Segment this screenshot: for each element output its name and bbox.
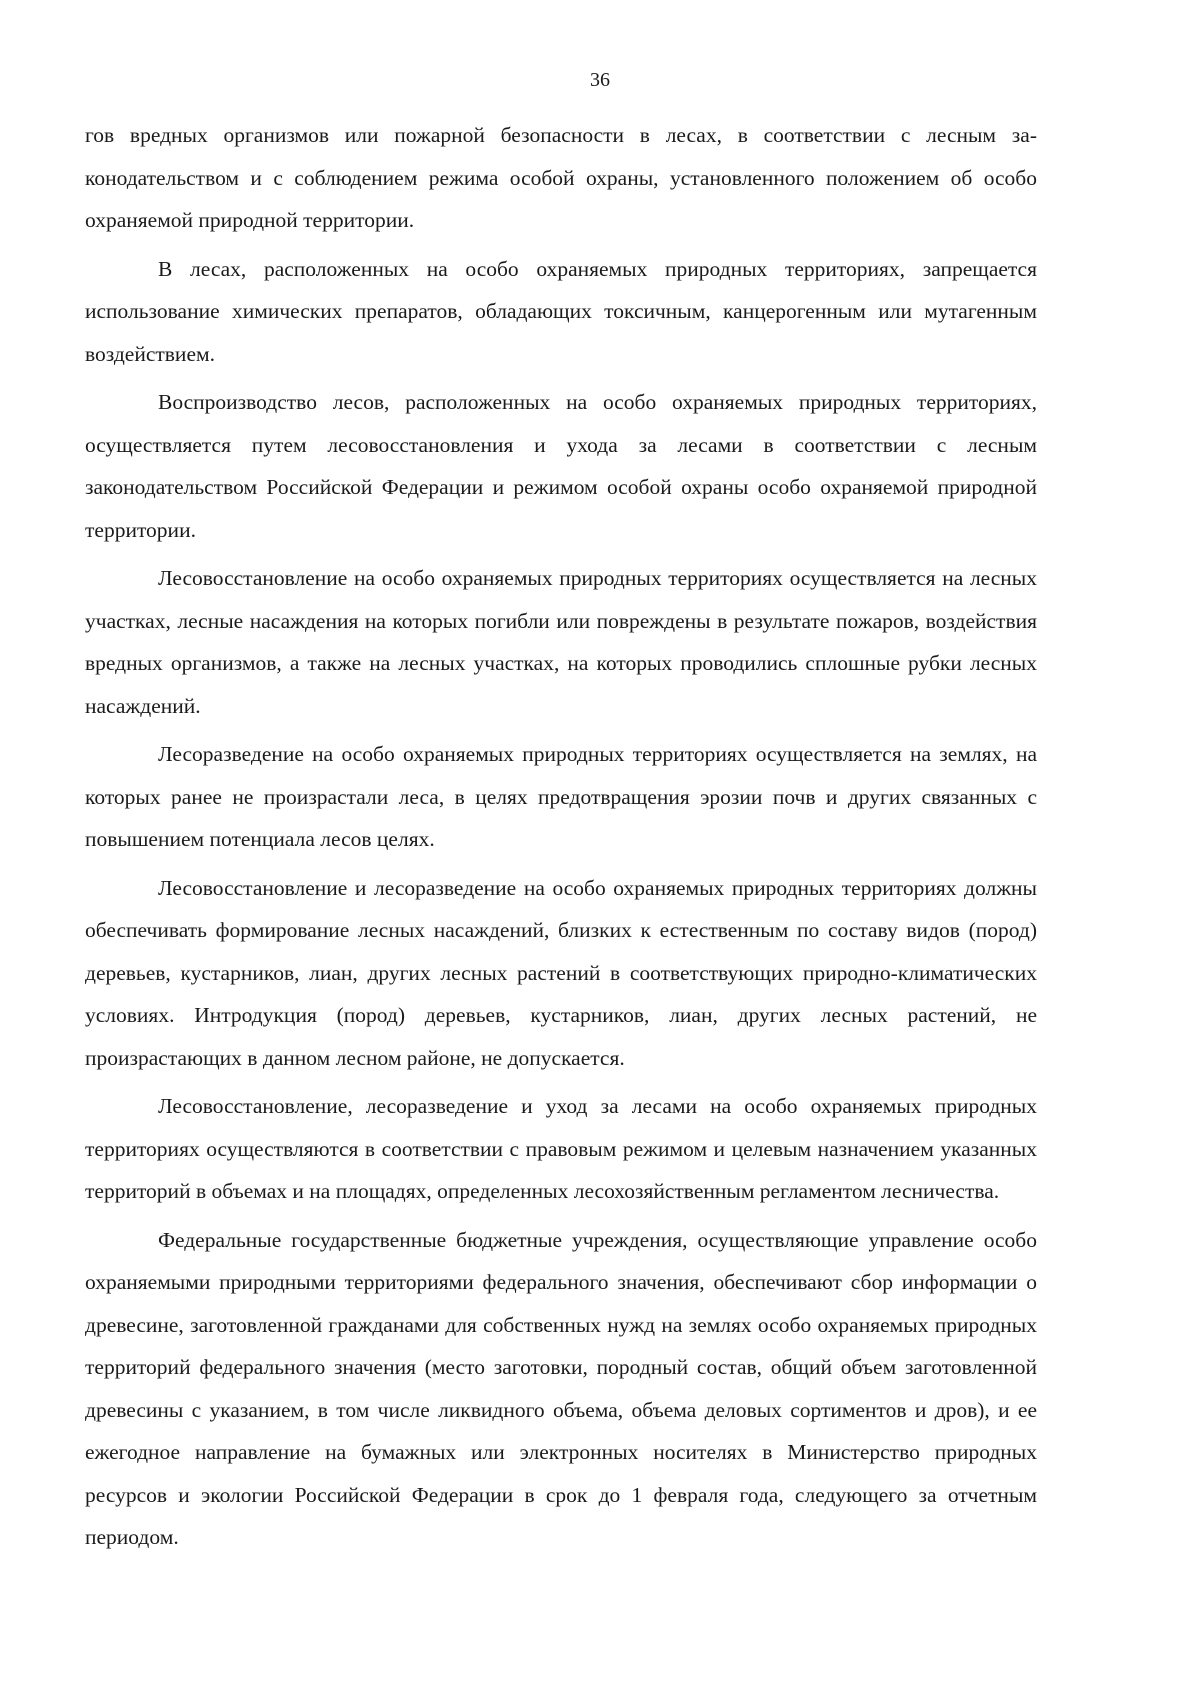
paragraph-reforestation: Лесовосстановление на особо охраняемых природных территориях осуществляется на лесных участках, лесные насаждения на которых погибли или повреждены в результате пожаров, воздействия вредных организмов, а также на лесных участках, на которых проводились сплошные рубки лесных насаждений. [85, 566, 1037, 718]
paragraph-information-collection: Федеральные государственные бюджетные учреждения, осуществляющие управление особо охраняемыми природными территориями федерального значения, обеспечивают сбор информации о древесине, заготовленной гражданами для собственных нужд на землях особо охраняемых природных территорий федерального значения (место заготовки, породный состав, общий объем заготовленной древесины с указанием, в том числе ликвидного объема, объема деловых сортиментов и дров), и ее ежегодное направление на бумажных или электронных носителях в Министерство природных ресурсов и экологии Российской Федерации в срок до 1 февраля года, следующего за отчетным периодом. [85, 1227, 1037, 1549]
paragraph-continuation: гов вредных организмов или пожарной безопасности в лесах, в соответствии с лесным законодательством и с соблюдением режима особой охраны, установленного положением об особо охраняемой природной территории. [85, 123, 1037, 232]
paragraph-forest-reproduction: Воспроизводство лесов, расположенных на особо охраняемых природных территориях, осуществляется путем лесовосстановления и ухода за лесами в соответствии с лесным законодательством Российской Федерации и режимом особой охраны особо охраняемой природной территории. [85, 390, 1037, 542]
paragraph-natural-composition: Лесовосстановление и лесоразведение на особо охраняемых природных территориях должны обеспечивать формирование лесных насаждений, близких к естественным по составу видов (пород) деревьев, кустарников, лиан, других лесных растений в соответствующих природно-климатических условиях. Интродукция (пород) деревьев, кустарников, лиан, других лесных растений, не произрастающих в данном лесном районе, не допускается. [85, 875, 1037, 1070]
paragraph-legal-regime: Лесовосстановление, лесоразведение и уход за лесами на особо охраняемых природных территориях осуществляются в соответствии с правовым режимом и целевым назначением указанных территорий в объемах и на площадях, определенных лесохозяйственным регламентом лесничества. [85, 1094, 1037, 1203]
paragraph-chemicals-ban: В лесах, расположенных на особо охраняемых природных территориях, запрещается использование химических препаратов, обладающих токсичным, канцерогенным или мутагенным воздействием. [85, 256, 1037, 366]
page-number: 36 [590, 69, 610, 91]
document-body [85, 114, 1037, 1565]
paragraph-afforestation: Лесоразведение на особо охраняемых природных территориях осуществляется на землях, на которых ранее не произрастали леса, в целях предотвращения эрозии почв и других связанных с повышением потенциала лесов целях. [85, 742, 1037, 851]
